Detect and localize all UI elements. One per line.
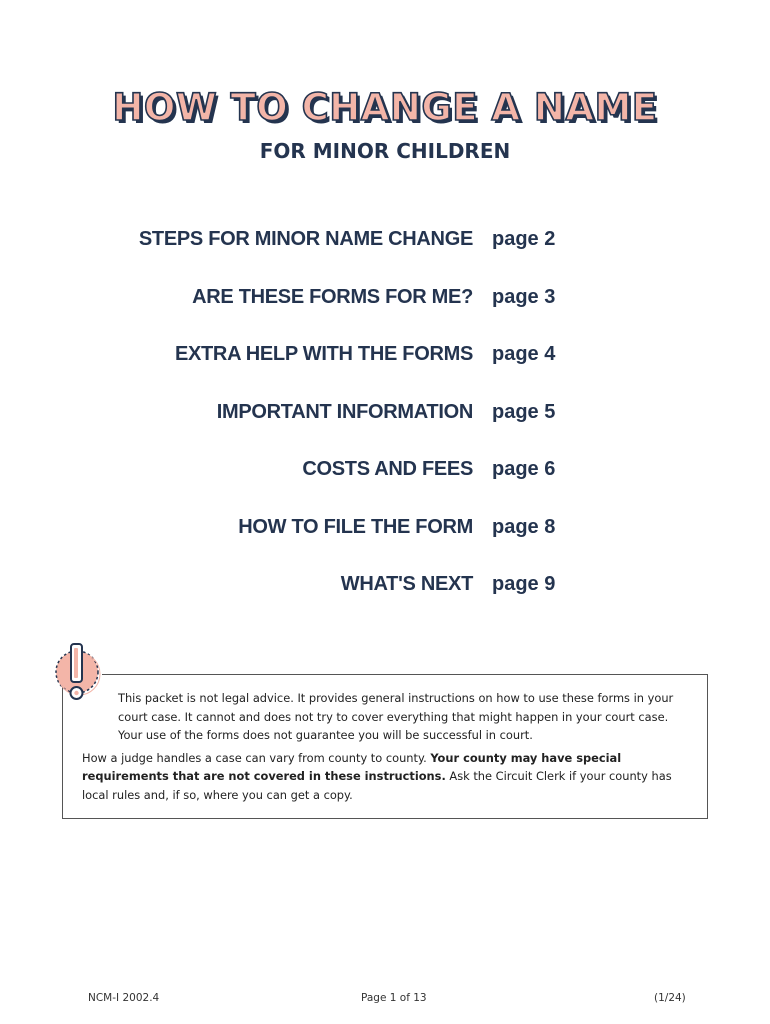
toc-item-page: page 2 [492,228,556,250]
notice-paragraph-2 [82,749,694,805]
toc-item-label: WHAT'S NEXT [340,573,473,595]
notice-paragraph-2-start: How a judge handles a case can vary from county to county. [82,750,431,765]
toc-item-page: page 5 [492,401,556,423]
notice-paragraph-2-end: Ask the Circuit Clerk if your county has local rules and, if so, where you can get a copy. [82,769,672,802]
footer-date: (1/24) [654,992,686,1004]
toc-item[interactable] [0,343,770,377]
toc-item-label: ARE THESE FORMS FOR ME? [192,286,473,308]
legal-notice-text [82,689,694,804]
page-subtitle: FOR MINOR CHILDREN [259,139,511,163]
footer-form-id: NCM-I 2002.4 [88,992,160,1004]
toc-item-page: page 8 [492,516,556,538]
toc-item-label: STEPS FOR MINOR NAME CHANGE [138,228,473,250]
toc-item-page: page 4 [492,343,556,365]
notice-paragraph-2-bold: Your county may have special requirements that are not covered in these instructions. [82,750,622,783]
footer-page-number: Page 1 of 13 [361,992,427,1004]
toc-item-label: IMPORTANT INFORMATION [216,401,473,423]
toc-item[interactable] [0,401,770,435]
toc-item[interactable] [0,286,770,320]
toc-item[interactable] [0,458,770,492]
toc-item-page: page 6 [492,458,556,480]
toc-item-page: page 9 [492,573,556,595]
toc-item[interactable] [0,573,770,607]
toc-item-page: page 3 [492,286,556,308]
page-title: HOW TO CHANGE A NAME [112,86,658,129]
toc-item[interactable] [0,516,770,550]
toc-item-label: COSTS AND FEES [302,458,473,480]
toc-item-label: HOW TO FILE THE FORM [238,516,473,538]
toc-item-label: EXTRA HELP WITH THE FORMS [174,343,473,365]
toc-item[interactable] [0,228,770,262]
notice-paragraph-1: This packet is not legal advice. It provides general instructions on how to use these forms in your court case. It cannot and does not try to cover everything that might happen in your court case. Your use of the forms does not guarantee you will be successful in court. [118,691,674,742]
